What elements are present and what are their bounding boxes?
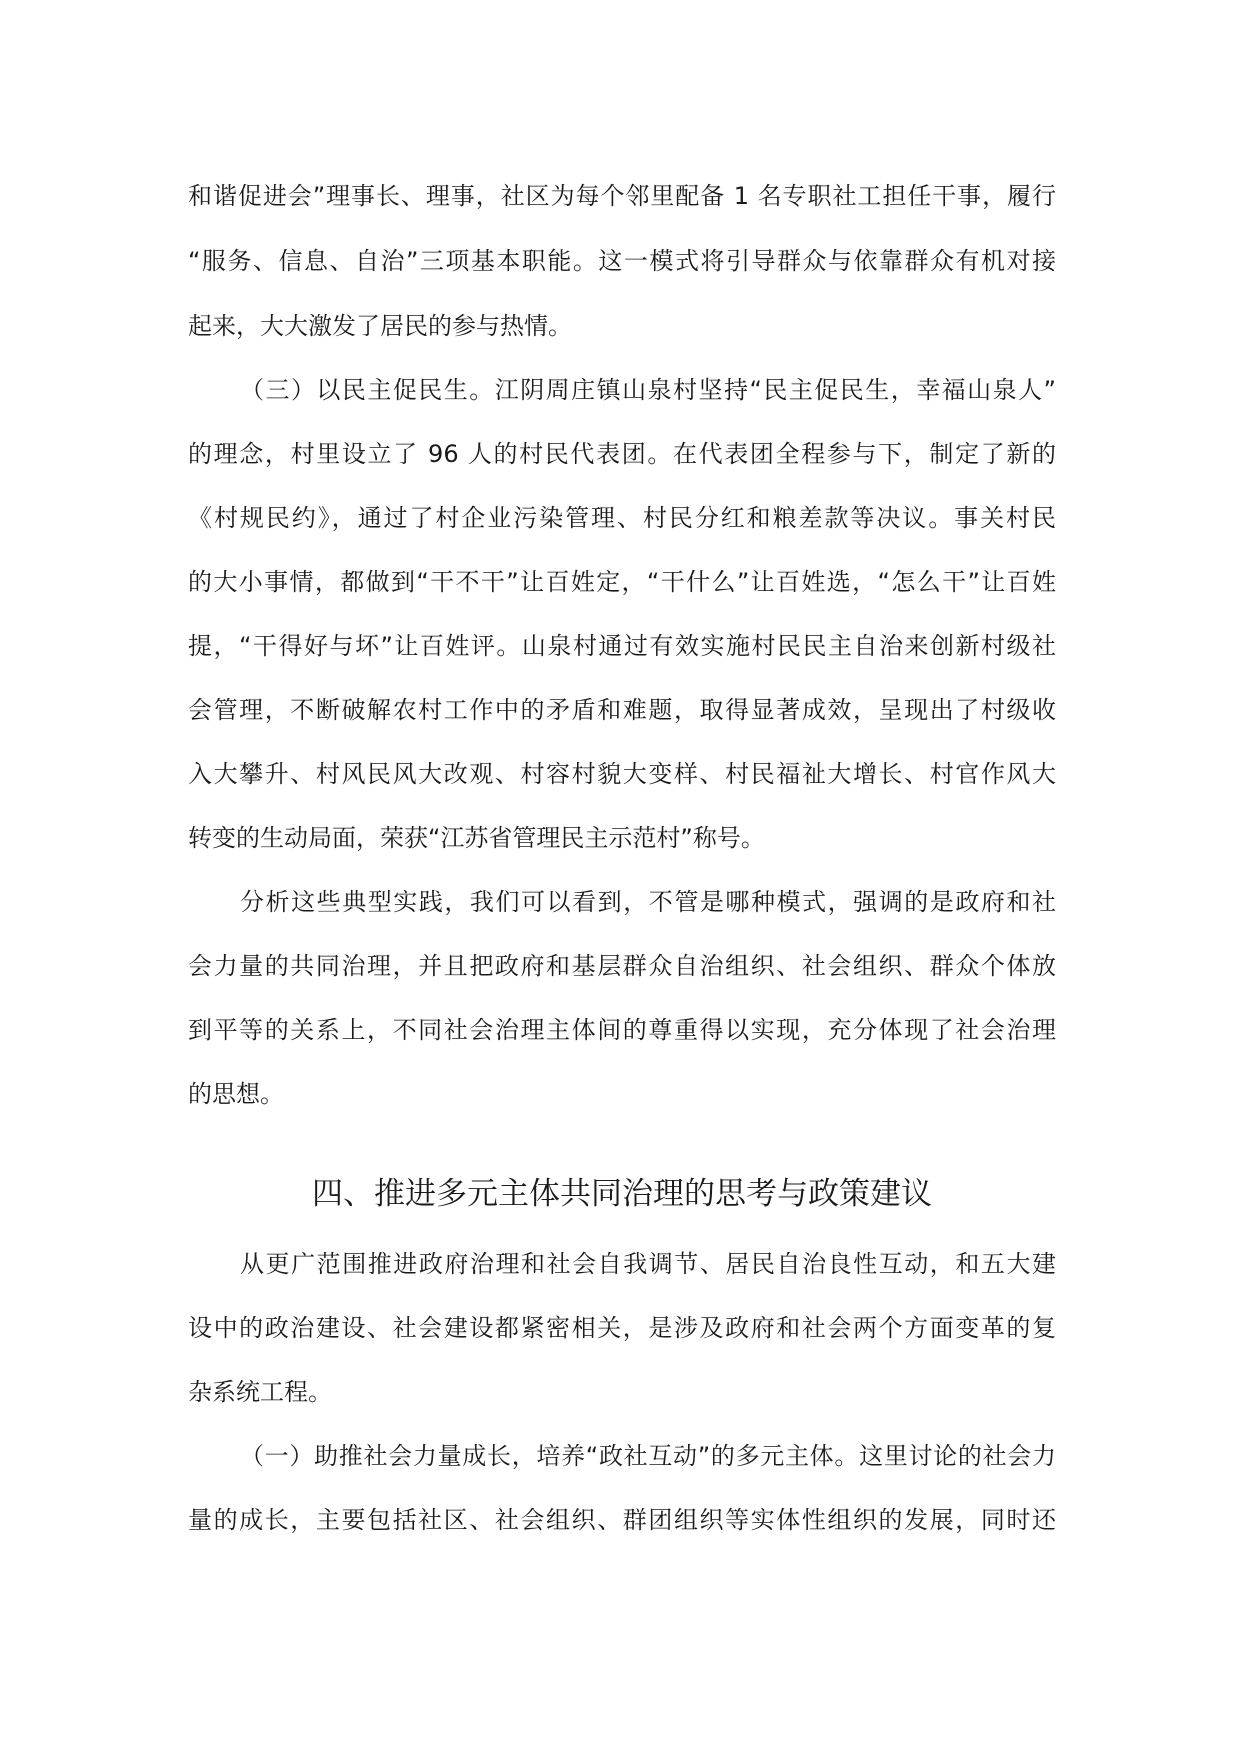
paragraph-line: 分析这些典型实践，我们可以看到，不管是哪种模式，强调的是政府和社 <box>240 888 1056 916</box>
paragraph-line: 的大小事情，都做到“干不干”让百姓定，“干什么”让百姓选，“怎么干”让百姓 <box>188 568 1056 596</box>
paragraph-line: 到平等的关系上，不同社会治理主体间的尊重得以实现，充分体现了社会治理 <box>188 1016 1056 1044</box>
paragraph-line: （一）助推社会力量成长，培养“政社互动”的多元主体。这里讨论的社会力 <box>240 1442 1056 1470</box>
paragraph-line: 杂系统工程。 <box>188 1378 332 1406</box>
paragraph-line: 入大攀升、村风民风大改观、村容村貌大变样、村民福祉大增长、村官作风大 <box>188 760 1056 788</box>
section-heading: 四、推进多元主体共同治理的思考与政策建议 <box>312 1176 932 1212</box>
paragraph-line: 的思想。 <box>188 1080 284 1108</box>
paragraph-line: 提，“干得好与坏”让百姓评。山泉村通过有效实施村民民主自治来创新村级社 <box>188 632 1056 660</box>
paragraph-line: 起来，大大激发了居民的参与热情。 <box>188 312 572 340</box>
paragraph-line: 从更广范围推进政府治理和社会自我调节、居民自治良性互动，和五大建 <box>240 1250 1056 1278</box>
paragraph-line: 会管理，不断破解农村工作中的矛盾和难题，取得显著成效，呈现出了村级收 <box>188 696 1056 724</box>
paragraph-line: 会力量的共同治理，并且把政府和基层群众自治组织、社会组织、群众个体放 <box>188 952 1056 980</box>
paragraph-line: “服务、信息、自治”三项基本职能。这一模式将引导群众与依靠群众有机对接 <box>188 247 1056 275</box>
paragraph-line: 设中的政治建设、社会建设都紧密相关，是涉及政府和社会两个方面变革的复 <box>188 1314 1056 1342</box>
paragraph-line: 《村规民约》，通过了村企业污染管理、村民分红和粮差款等决议。事关村民 <box>188 504 1056 532</box>
paragraph-line: 量的成长，主要包括社区、社会组织、群团组织等实体性组织的发展，同时还 <box>188 1506 1056 1534</box>
paragraph-line: 转变的生动局面，荣获“江苏省管理民主示范村”称号。 <box>188 824 765 852</box>
paragraph-line: 的理念，村里设立了 96 人的村民代表团。在代表团全程参与下，制定了新的 <box>188 440 1056 468</box>
paragraph-line: （三）以民主促民生。江阴周庄镇山泉村坚持“民主促民生，幸福山泉人” <box>240 376 1056 404</box>
paragraph-line: 和谐促进会”理事长、理事，社区为每个邻里配备 1 名专职社工担任干事，履行 <box>188 182 1056 210</box>
